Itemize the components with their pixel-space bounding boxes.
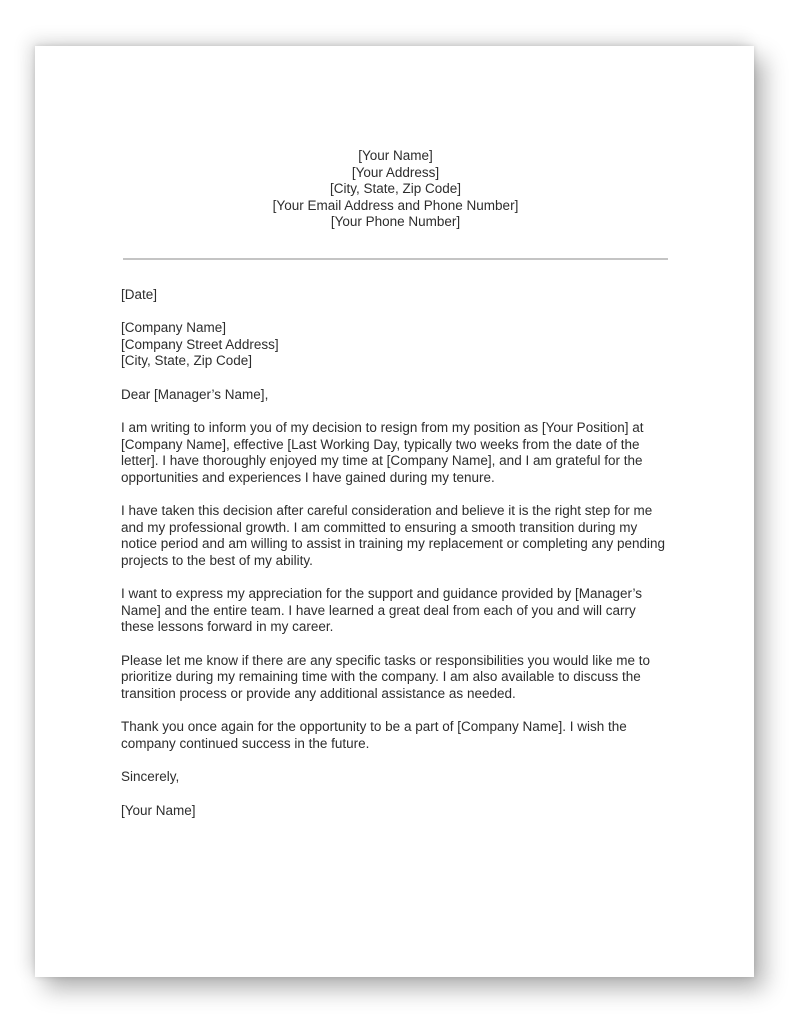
recipient-company-line: [Company Name] [121,320,227,335]
recipient-block [121,320,670,370]
signature-name: [Your Name] [121,802,196,818]
sender-name-line: [Your Name] [358,148,433,163]
paragraph-remaining-tasks: Please let me know if there are any specific tasks or responsibilities you would like me to prioritize during my remaining time with the company. I am also available to discuss the transition process or provide any additional assistance as needed. [121,652,650,701]
sender-city-line: [City, State, Zip Code] [329,181,462,196]
header-divider [123,258,668,260]
recipient-street-line: [Company Street Address] [121,336,279,352]
paragraph-appreciation: I want to express my appreciation for the support and guidance provided by [Manager’s Name] and the entire team. I have learned a great deal from each of you and will carry these lessons forward in my career. [121,586,643,634]
sender-address-line: [Your Address] [351,164,440,180]
recipient-city-line: [City, State, Zip Code] [121,353,253,368]
paragraph-thanks: Thank you once again for the opportunity to be a part of [Company Name]. I wish the company continued success in the future. [121,719,627,751]
paragraph-transition-commitment: I have taken this decision after careful consideration and believe it is the right step for me and my professional growth. I am committed to ensuring a smooth transition during my notice period and am willing to assist in training my replacement or completing any pending projects to the best of my ability. [121,503,666,568]
sender-phone-line: [Your Phone Number] [330,214,461,229]
letter-page [35,46,754,977]
sender-header [121,148,670,231]
closing: Sincerely, [121,769,180,784]
salutation: Dear [Manager’s Name], [121,386,269,402]
date-line: [Date] [121,286,158,302]
sender-email-phone-line: [Your Email Address and Phone Number] [272,197,519,213]
paragraph-resignation-notice: I am writing to inform you of my decision to resign from my position as [Your Position] at [Company Name], effective [Last Working Day, typically two weeks from the date of the letter]. I have thoroughly enjoyed my time at [Company Name], and I am grateful for the opportunities and experiences I have gained during my tenure. [121,420,644,485]
